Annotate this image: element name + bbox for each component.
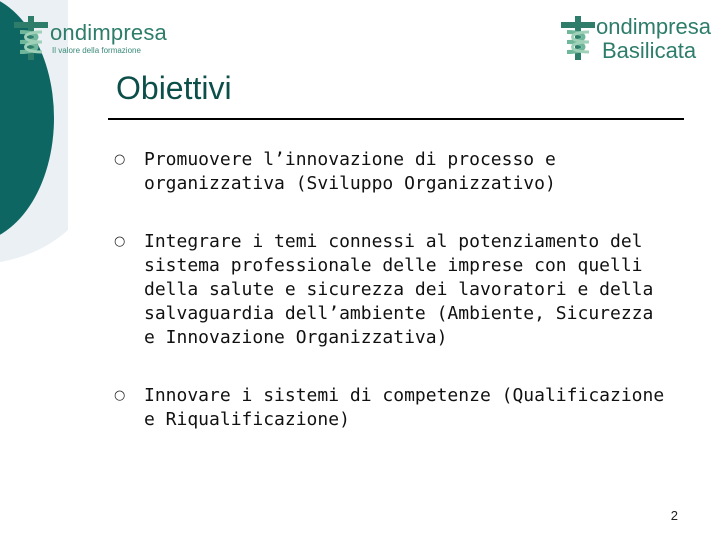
fondimpresa-logo [6, 12, 167, 62]
fondimpresa-basilicata-logo [552, 12, 711, 62]
title-divider [108, 118, 684, 120]
logo-tagline: Il valore della formazione [52, 46, 141, 55]
hollow-circle-bullet-icon: ○ [114, 234, 126, 249]
bullet-list [114, 148, 674, 432]
bullet-item [114, 148, 674, 196]
bullet-text: Promuovere l’innovazione di processo e organizzativa (Sviluppo Organizzativo) [144, 149, 556, 194]
hollow-circle-bullet-icon: ○ [114, 388, 126, 403]
logo-brand-text: ondimpresa [596, 14, 711, 39]
bullet-text: Integrare i temi connessi al potenziamento del sistema professionale delle imprese con quelli della salute e sicurezza dei lavoratori e della salvaguardia dell’ambiente (Ambiente, Sicurezza e Innovazione Organizzativa) [144, 231, 654, 348]
hollow-circle-bullet-icon: ○ [114, 152, 126, 167]
caduceus-logo-icon [6, 12, 56, 62]
logo-brand-text: ondimpresa [50, 20, 167, 45]
slide-title: Obiettivi [116, 70, 232, 106]
logo-region-text: Basilicata [602, 38, 697, 63]
bullet-text: Innovare i sistemi di competenze (Qualificazione e Riqualificazione) [144, 385, 665, 430]
bullet-item [114, 384, 674, 432]
page-number: 2 [670, 508, 678, 523]
bullet-item [114, 230, 674, 350]
